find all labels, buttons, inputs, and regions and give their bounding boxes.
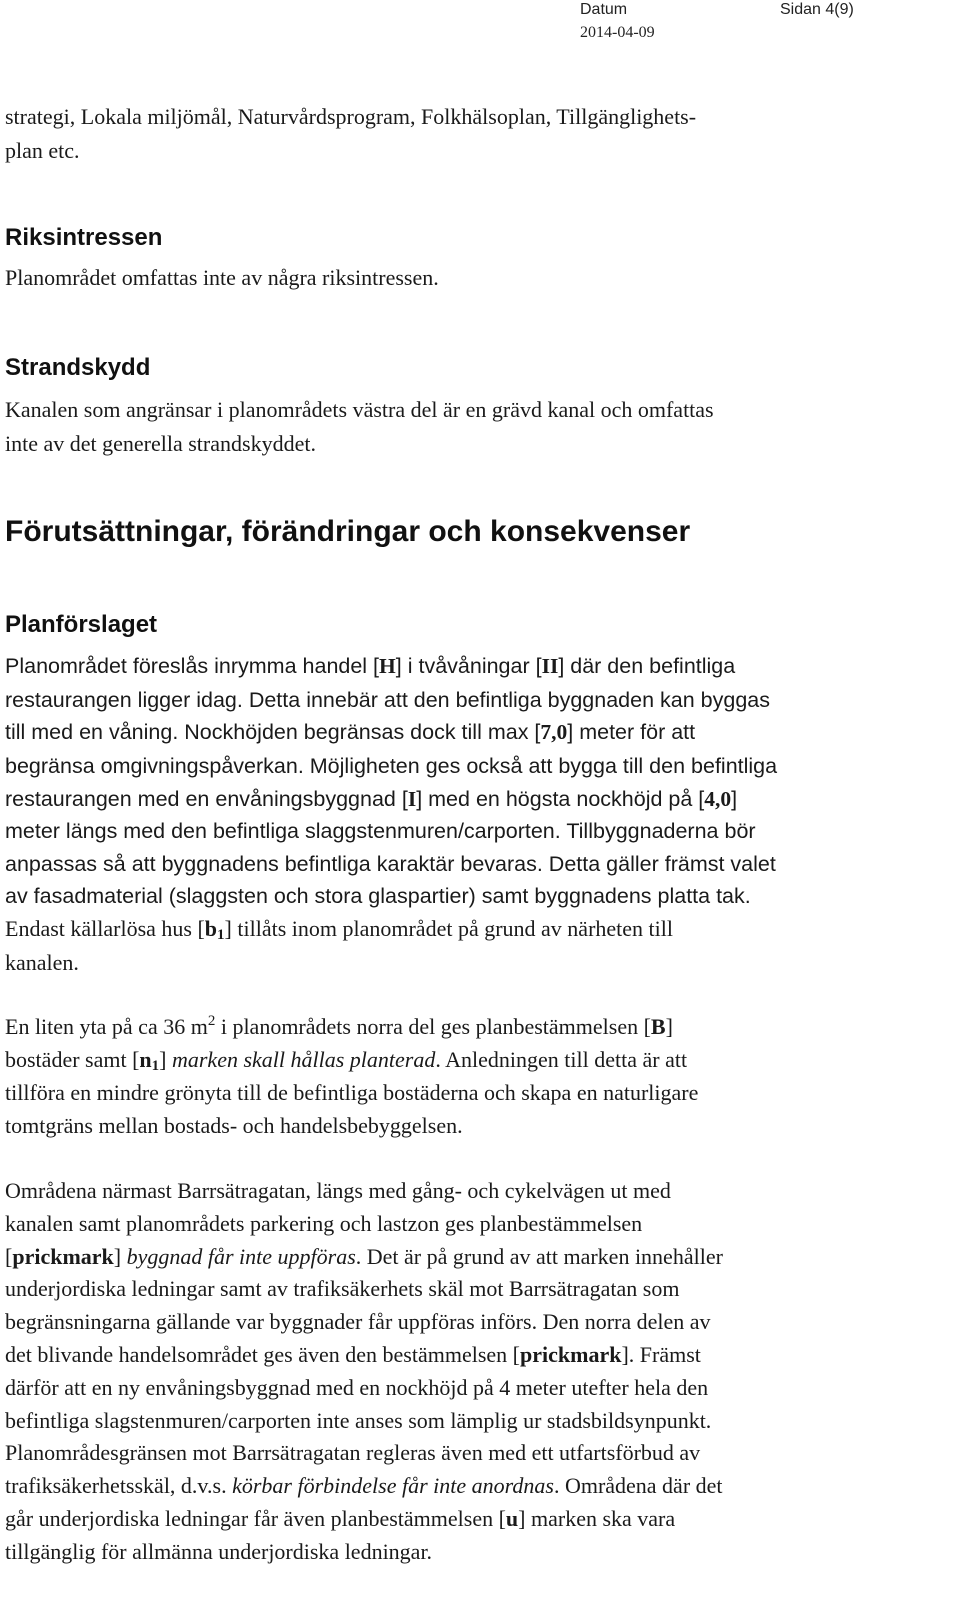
body-line: Planområdesgränsen mot Barrsätragatan regleras även med ett utfartsförbud av [5,1440,701,1465]
body-line: meter längs med den befintliga slaggstenmuren/carporten. Tillbyggnaderna bör [5,819,756,843]
body-line: Planområdet föreslås inrymma handel [H] i tvåvåningar [II] där den befintliga [5,654,736,678]
date-label: Datum [580,1,628,18]
body-line: plan etc. [5,138,80,163]
body-line: En liten yta på ca 36 $m^2$ i planområdets norra del ges planbestämmelsen [B] [5,1013,673,1039]
body-line: kanalen samt planområdets parkering och lastzon ges planbestämmelsen [5,1211,643,1236]
body-line: Endast källarlösa hus $[b_1]$ tillåts inom planområdet på grund av närheten till [5,916,673,943]
body-line: trafiksäkerhetsskäl, d.v.s. körbar förbindelse får inte anordnas. Områdena där det [5,1473,723,1498]
body-line: strategi, Lokala miljömål, Naturvårdsprogram, Folkhälsoplan, Tillgänglighets- [5,104,697,129]
body-line: begränsningarna gällande var byggnader får uppföras införs. Den norra delen av [5,1309,711,1334]
document-date: 2014-04-09 [580,24,655,41]
body-line: begränsa omgivningspåverkan. Möjligheten ges också att bygga till den befintliga [5,754,778,778]
body-line: restaurangen ligger idag. Detta innebär att den befintliga byggnaden kan byggas [5,688,770,712]
main-heading: Förutsättningar, förändringar och konsekvenser [5,515,691,548]
body-line: Planområdet omfattas inte av några riksintressen. [5,265,439,290]
page-number: Sidan 4(9) [780,1,854,18]
body-line: befintliga slagstenmuren/carporten inte anses som lämplig ur stadsbildsynpunkt. [5,1408,712,1433]
body-line: av fasadmaterial (slaggsten och stora glaspartier) samt byggnadens platta tak. [5,884,751,908]
body-line: anpassas så att byggnadens befintliga karaktär bevaras. Detta gäller främst valet [5,852,776,876]
body-line: bostäder samt $[n_1]$ marken skall hållas planterad. Anledningen till detta är att [5,1047,688,1074]
body-line: Områdena närmast Barrsätragatan, längs med gång- och cykelvägen ut med [5,1178,671,1203]
body-line: kanalen. [5,950,79,975]
body-line: därför att en ny envåningsbyggnad med en nockhöjd på 4 meter utefter hela den [5,1375,709,1400]
body-line: underjordiska ledningar samt av trafiksäkerhets skäl mot Barrsätragatan som [5,1276,680,1301]
body-line: går underjordiska ledningar får även planbestämmelsen [u] marken ska vara [5,1506,676,1531]
body-line: tillgänglig för allmänna underjordiska ledningar. [5,1539,433,1564]
section-heading-riksintressen: Riksintressen [5,224,163,251]
body-line: [prickmark] byggnad får inte uppföras. Det är på grund av att marken innehåller [5,1244,723,1269]
body-line: tillföra en mindre grönyta till de befintliga bostäderna och skapa en naturligare [5,1080,699,1105]
body-line: till med en våning. Nockhöjden begränsas dock till max [7,0] meter för att [5,720,696,744]
body-line: inte av det generella strandskyddet. [5,431,316,456]
body-line: tomtgräns mellan bostads- och handelsbebyggelsen. [5,1113,463,1138]
body-line: restaurangen med en envåningsbyggnad [I] med en högsta nockhöjd på [4,0] [5,787,738,811]
body-line: det blivande handelsområdet ges även den bestämmelsen [prickmark]. Främst [5,1342,701,1367]
body-line: Kanalen som angränsar i planområdets västra del är en grävd kanal och omfattas [5,397,714,422]
section-heading-strandskydd: Strandskydd [5,354,151,381]
section-heading-planforslaget: Planförslaget [5,611,158,638]
